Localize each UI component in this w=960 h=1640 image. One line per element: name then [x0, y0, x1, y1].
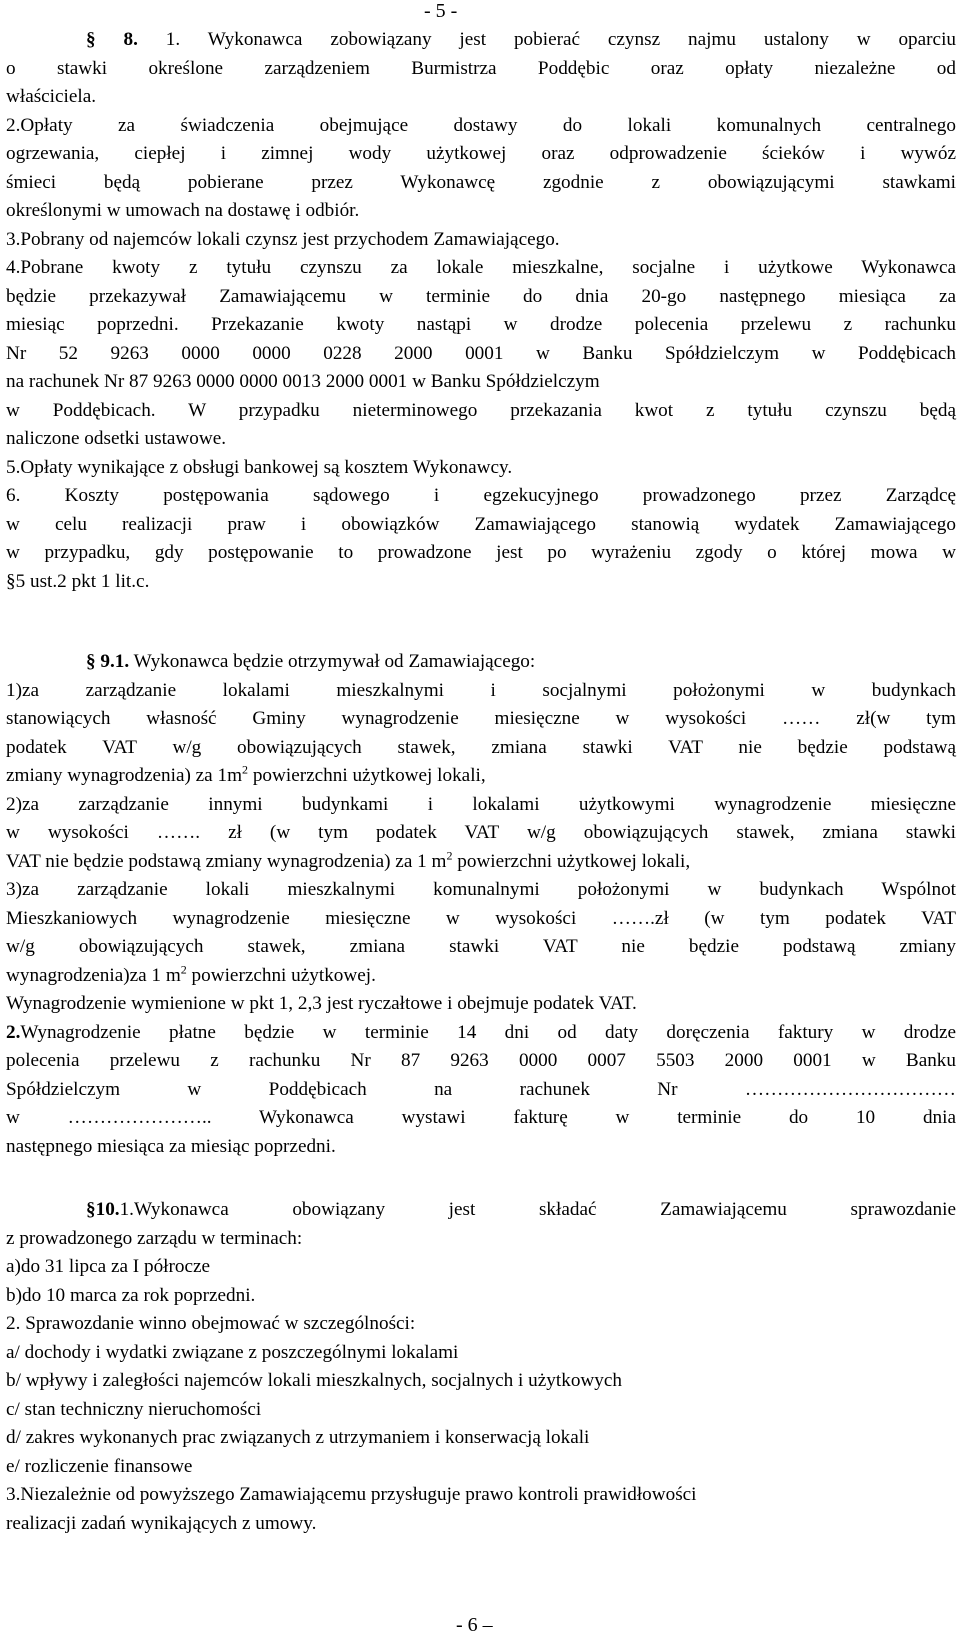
text-line: 6. Koszty postępowania sądowego i egzekucyjnego prowadzonego przez Zarządcę	[6, 485, 956, 506]
text-line: 5.Opłaty wynikające z obsługi bankowej są kosztem Wykonawcy.	[6, 456, 513, 478]
text-line: na rachunek Nr 87 9263 0000 0000 0013 2000 0001 w Banku Spółdzielczym	[6, 371, 600, 392]
text-line: 3.Niezależnie od powyższego Zamawiającemu przysługuje prawo kontroli prawidłowości	[6, 1484, 697, 1505]
text-line: w/g obowiązujących stawek, zmiana stawki VAT nie będzie podstawą zmiany	[6, 936, 956, 957]
text-line: 4.Pobrane kwoty z tytułu czynszu za lokale mieszkalne, socjalne i użytkowe Wykonawca	[6, 257, 956, 278]
text-line: z prowadzonego zarządu w terminach:	[6, 1227, 303, 1249]
text-line: §5 ust.2 pkt 1 lit.c.	[6, 570, 150, 592]
text-line: e/ rozliczenie finansowe	[6, 1455, 193, 1477]
text-line: 3.Pobrany od najemców lokali czynsz jest przychodem Zamawiającego.	[6, 228, 560, 250]
text-line: b)do 10 marca za rok poprzedni.	[6, 1284, 256, 1306]
text-line: polecenia przelewu z rachunku Nr 87 9263 0000 0007 5503 2000 0001 w Banku	[6, 1050, 956, 1071]
text-line: 3)za zarządzanie lokali mieszkalnymi komunalnymi położonymi w budynkach Wspólnot	[6, 879, 956, 900]
section-8	[6, 26, 956, 596]
text-line: w wysokości ……. zł (w tym podatek VAT w/g obowiązujących stawek, zmiana stawki	[6, 822, 956, 843]
text-line: 2.Wynagrodzenie płatne będzie w terminie 14 dni od daty doręczenia faktury w drodze	[6, 1021, 956, 1043]
text-line: 2.Opłaty za świadczenia obejmujące dostawy do lokali komunalnych centralnego	[6, 114, 956, 136]
text-line: realizacji zadań wynikających z umowy.	[6, 1512, 317, 1534]
text-line: § 9.1. Wykonawca będzie otrzymywał od Zamawiającego:	[86, 651, 536, 672]
text-line: określonymi w umowach na dostawę i odbiór.	[6, 200, 360, 221]
text-line: d/ zakres wykonanych prac związanych z utrzymaniem i konserwacją lokali	[6, 1427, 590, 1448]
text-line: wynagrodzenia)za 1 $m^2$ powierzchni użytkowej.	[6, 962, 376, 986]
text-line: o stawki określone zarządzeniem Burmistrza Poddębic oraz opłaty niezależne od	[6, 57, 956, 79]
text-line: a/ dochody i wydatki związane z poszczególnymi lokalami	[6, 1341, 459, 1363]
text-line: stanowiących własność Gminy wynagrodzenie miesięczne w wysokości …… zł(w tym	[6, 708, 956, 729]
text-line: miesiąc poprzedni. Przekazanie kwoty nastąpi w drodze polecenia przelewu z rachunku	[6, 314, 956, 335]
text-line: 2)za zarządzanie innymi budynkami i lokalami użytkowymi wynagrodzenie miesięczne	[6, 793, 956, 815]
text-line: podatek VAT w/g obowiązujących stawek, zmiana stawki VAT nie będzie podstawą	[6, 736, 956, 758]
section-number: § 9.1.	[86, 651, 130, 672]
text-line: w przypadku, gdy postępowanie to prowadzone jest po wyrażeniu zgody o której mowa w	[6, 542, 956, 563]
text-line: § 8. 1. Wykonawca zobowiązany jest pobierać czynsz najmu ustalony w oparciu	[86, 29, 957, 50]
text-line: Nr 52 9263 0000 0000 0228 2000 0001 w Banku Spółdzielczym w Poddębicach	[6, 342, 956, 364]
text-line: §10.1.Wykonawca obowiązany jest składać Zamawiającemu sprawozdanie	[86, 1199, 956, 1220]
text-line: zmiany wynagrodzenia) za $1m^2$ powierzchni użytkowej lokali,	[6, 762, 486, 786]
section-number: §10.	[86, 1199, 120, 1220]
text-line: śmieci będą pobierane przez Wykonawcę zgodnie z obowiązującymi stawkami	[6, 171, 956, 193]
section-number: § 8.	[86, 29, 138, 50]
text-line: Mieszkaniowych wynagrodzenie miesięczne w wysokości …….zł (w tym podatek VAT	[6, 907, 956, 929]
section-9	[6, 648, 956, 1161]
text-line: 1)za zarządzanie lokalami mieszkalnymi i socjalnymi położonymi w budynkach	[6, 679, 956, 701]
text-line: VAT nie będzie podstawą zmiany wynagrodzenia) za 1 $m^2$ powierzchni użytkowej lokali,	[6, 848, 691, 872]
text-line: c/ stan techniczny nieruchomości	[6, 1398, 262, 1420]
text-line: Spółdzielczym w Poddębicach na rachunek Nr ……………………………	[6, 1078, 956, 1100]
section-10	[6, 1196, 956, 1538]
text-line: w celu realizacji praw i obowiązków Zamawiającego stanowią wydatek Zamawiającego	[6, 513, 956, 535]
text-line: właściciela.	[6, 86, 97, 107]
text-line: w Poddębicach. W przypadku nieterminowego przekazania kwot z tytułu czynszu będą	[6, 399, 956, 421]
page-number-top: - 5 -	[424, 0, 458, 22]
text-line: Wynagrodzenie wymienione w pkt 1, 2,3 jest ryczałtowe i obejmuje podatek VAT.	[6, 993, 637, 1014]
text-line: następnego miesiąca za miesiąc poprzedni.	[6, 1135, 336, 1157]
text-line: b/ wpływy i zaległości najemców lokali mieszkalnych, socjalnych i użytkowych	[6, 1370, 622, 1391]
text-line: a)do 31 lipca za I półrocze	[6, 1256, 211, 1277]
text-line: 2. Sprawozdanie winno obejmować w szczególności:	[6, 1313, 416, 1334]
text-line: będzie przekazywał Zamawiającemu w terminie do dnia 20-go następnego miesiąca za	[6, 285, 956, 307]
text-line: naliczone odsetki ustawowe.	[6, 428, 227, 449]
text-line: w ………………….. Wykonawca wystawi fakturę w terminie do 10 dnia	[6, 1107, 956, 1128]
page-number-bottom: - 6 –	[456, 1614, 493, 1636]
text-line: ogrzewania, ciepłej i zimnej wody użytkowej oraz odprowadzenie ścieków i wywóz	[6, 143, 956, 164]
